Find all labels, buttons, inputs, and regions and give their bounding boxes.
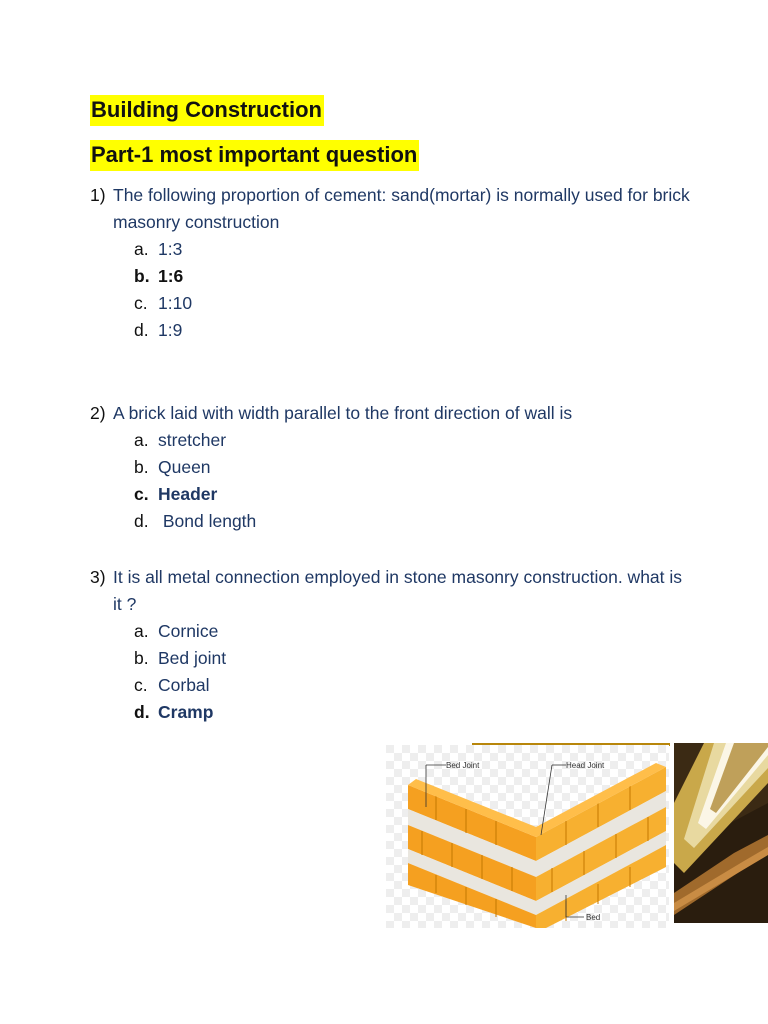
option-letter: c. — [134, 293, 148, 313]
option-letter: d. — [134, 511, 149, 531]
option-b-answer — [134, 263, 690, 290]
option-text: Cornice — [158, 621, 219, 641]
option-d — [134, 317, 690, 344]
brick-wall-illustration — [386, 745, 669, 928]
question-number: 3) — [90, 567, 106, 587]
option-list — [90, 618, 690, 726]
option-list — [90, 427, 690, 535]
option-text: Header — [158, 484, 218, 504]
option-letter: a. — [134, 621, 149, 641]
option-letter: d. — [134, 702, 150, 722]
option-letter: a. — [134, 239, 149, 259]
option-a — [134, 427, 690, 454]
option-letter: b. — [134, 648, 149, 668]
option-a — [134, 618, 690, 645]
cornice-photo — [674, 743, 768, 923]
document-subtitle: Part-1 most important question — [90, 140, 419, 171]
option-text: 1:9 — [158, 320, 183, 340]
option-text: Bond length — [158, 511, 257, 531]
question-text: The following proportion of cement: sand(mortar) is normally used for brick masonry construction — [113, 185, 690, 232]
option-c-answer — [134, 481, 690, 508]
option-letter: b. — [134, 266, 150, 286]
option-text: Bed joint — [158, 648, 227, 668]
option-a — [134, 236, 690, 263]
question-text: A brick laid with width parallel to the front direction of wall is — [113, 403, 573, 423]
question-2 — [90, 400, 690, 535]
question-text: It is all metal connection employed in stone masonry construction. what is it ? — [113, 567, 683, 614]
option-letter: c. — [134, 675, 148, 695]
bed-label: Bed — [586, 913, 601, 922]
option-text: Corbal — [158, 675, 210, 695]
option-b — [134, 454, 690, 481]
bed-joint-label: Bed Joint — [446, 761, 480, 770]
question-number: 2) — [90, 403, 106, 423]
question-number: 1) — [90, 185, 106, 205]
option-letter: b. — [134, 457, 149, 477]
option-letter: c. — [134, 484, 149, 504]
document-title: Building Construction — [90, 95, 324, 126]
option-text: Queen — [158, 457, 211, 477]
option-list — [90, 236, 690, 344]
option-d-answer — [134, 699, 690, 726]
option-text: 1:3 — [158, 239, 183, 259]
option-text: Cramp — [158, 702, 214, 722]
option-text: 1:6 — [158, 266, 184, 286]
head-joint-label: Head Joint — [566, 761, 605, 770]
option-letter: d. — [134, 320, 149, 340]
option-c — [134, 290, 690, 317]
question-1 — [90, 182, 690, 344]
question-3 — [90, 564, 690, 726]
option-text: 1:10 — [158, 293, 193, 313]
option-b — [134, 645, 690, 672]
option-letter: a. — [134, 430, 149, 450]
option-text: stretcher — [158, 430, 227, 450]
option-d — [134, 508, 690, 535]
option-c — [134, 672, 690, 699]
